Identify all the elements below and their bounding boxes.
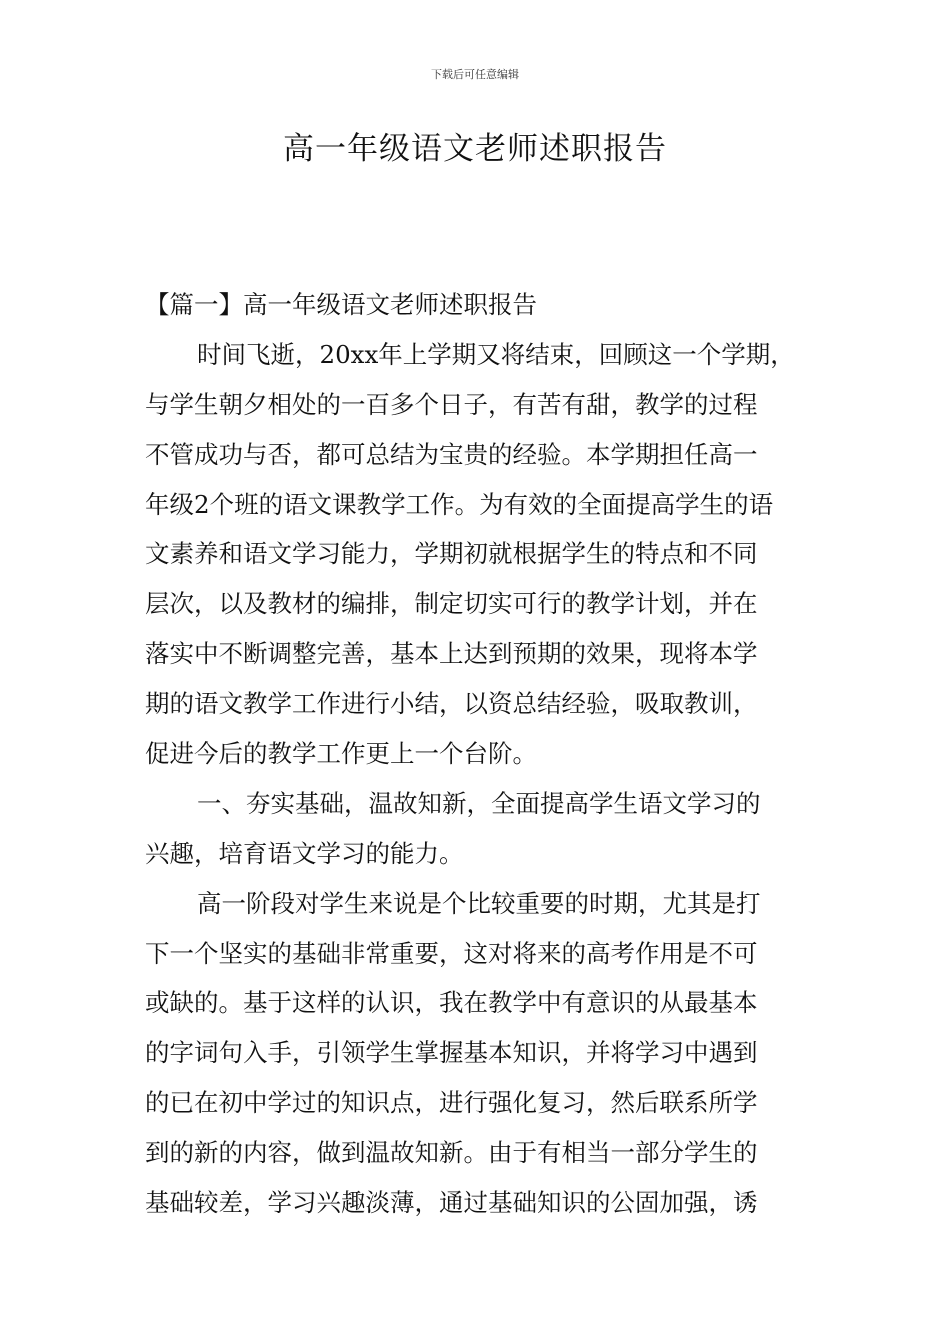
text-line: 时间飞逝，20xx年上学期又将结束，回顾这一个学期， <box>197 339 795 369</box>
text-line: 或缺的。基于这样的认识，我在教学中有意识的从最基本 <box>145 988 758 1018</box>
text-line: 下一个坚实的基础非常重要，这对将来的高考作用是不可 <box>145 938 758 968</box>
document-title: 高一年级语文老师述职报告 <box>283 131 667 167</box>
document-body <box>145 280 810 1228</box>
text-line: 期的语文教学工作进行小结，以资总结经验，吸取教训， <box>145 689 758 719</box>
text-line: 【篇一】高一年级语文老师述职报告 <box>145 290 537 319</box>
text-line: 文素养和语文学习能力，学期初就根据学生的特点和不同 <box>145 539 758 569</box>
text-line: 到的新的内容，做到温故知新。由于有相当一部分学生的 <box>145 1138 758 1168</box>
text-line: 高一阶段对学生来说是个比较重要的时期，尤其是打 <box>197 888 761 918</box>
text-line: 层次，以及教材的编排，制定切实可行的教学计划，并在 <box>145 589 758 619</box>
header-note: 下载后可任意编辑 <box>431 68 519 81</box>
text-line: 与学生朝夕相处的一百多个日子，有苦有甜，教学的过程 <box>145 389 758 419</box>
text-line: 促进今后的教学工作更上一个台阶。 <box>145 739 537 769</box>
text-line: 兴趣，培育语文学习的能力。 <box>145 838 464 868</box>
text-line: 一、夯实基础，温故知新，全面提高学生语文学习的 <box>197 788 761 818</box>
text-line: 不管成功与否，都可总结为宝贵的经验。本学期担任高一 <box>145 439 758 469</box>
text-line: 的字词句入手，引领学生掌握基本知识，并将学习中遇到 <box>145 1038 758 1068</box>
text-line: 年级2个班的语文课教学工作。为有效的全面提高学生的语 <box>145 489 774 519</box>
text-line: 落实中不断调整完善，基本上达到预期的效果，现将本学 <box>145 639 758 669</box>
text-line: 基础较差，学习兴趣淡薄，通过基础知识的公固加强，诱 <box>145 1188 758 1218</box>
text-line: 的已在初中学过的知识点，进行强化复习，然后联系所学 <box>145 1088 758 1118</box>
